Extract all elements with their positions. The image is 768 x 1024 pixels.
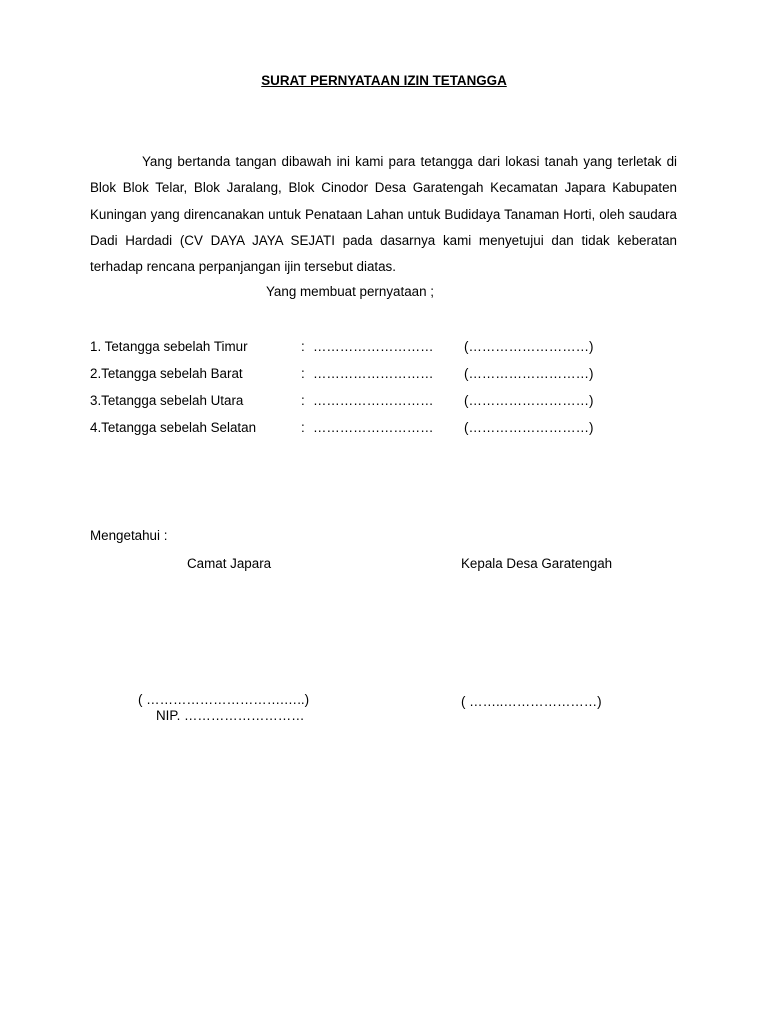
neighbor-label: 4.Tetangga sebelah Selatan [90,420,257,435]
neighbor-name-blank: ……………………… [313,339,434,354]
neighbor-colon: : [301,339,305,354]
neighbor-label: 3.Tetangga sebelah Utara [90,393,244,408]
document-title: SURAT PERNYATAAN IZIN TETANGGA [261,73,507,88]
neighbor-colon: : [301,420,305,435]
neighbor-name-blank: ……………………… [313,366,434,381]
neighbor-signature-blank: (………………………) [464,393,594,408]
camat-title: Camat Japara [187,556,272,571]
neighbor-signature-blank: (………………………) [464,339,594,354]
neighbor-signature-blank: (………………………) [464,420,594,435]
neighbor-label: 1. Tetangga sebelah Timur [90,339,248,354]
neighbor-signature-blank: (………………………) [464,366,594,381]
acknowledged-label: Mengetahui : [90,528,168,543]
statement-text: Yang bertanda tangan dibawah ini kami para tetangga dari lokasi tanah yang terletak di Blok Blok Telar, Blok Jaralang, Blok Cinodor Desa Garatengah Kecamatan Japara Kabupaten Kuningan yang direncanakan untuk Penataan Lahan untuk Budidaya Tanaman Horti, oleh saudara Dadi Hardadi (CV DAYA JAYA SEJATI pada dasarnya kami menyetujui dan tidak keberatan terhadap rencana perpanjangan ijin tersebut diatas. [90,154,677,275]
kades-signature-blank: ( ……..…………………) [461,694,602,709]
camat-signature-blank: ( ………………………….…..) [138,692,310,707]
neighbor-colon: : [301,366,305,381]
statement-paragraph [90,149,677,280]
neighbor-colon: : [301,393,305,408]
neighbor-label: 2.Tetangga sebelah Barat [90,366,243,381]
neighbor-name-blank: ……………………… [313,393,434,408]
kades-title: Kepala Desa Garatengah [461,556,613,571]
camat-nip-blank: NIP. ……………………… [156,708,305,723]
neighbor-name-blank: ……………………… [313,420,434,435]
maker-label: Yang membuat pernyataan ; [266,284,434,299]
